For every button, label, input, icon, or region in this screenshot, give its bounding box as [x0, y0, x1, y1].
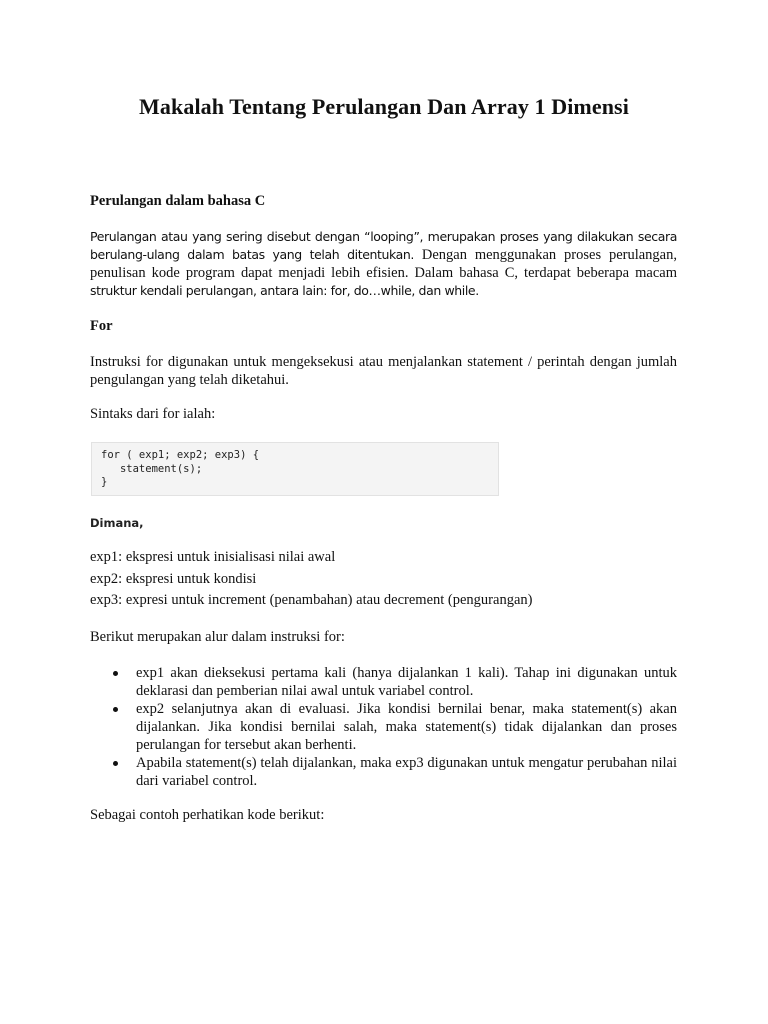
- syntax-label: Sintaks dari for ialah:: [90, 406, 216, 422]
- dimana-label: Dimana,: [90, 516, 144, 530]
- example-label: Sebagai contoh perhatikan kode berikut:: [90, 807, 325, 823]
- bullet-text: Apabila statement(s) telah dijalankan, maka exp3 digunakan untuk mengatur perubahan nilai dari variabel control.: [136, 755, 677, 789]
- intro-paragraph-part3: struktur kendali perulangan, antara lain: for, do…while, dan while.: [90, 283, 479, 298]
- bullet-icon: [113, 671, 118, 676]
- list-item: [90, 754, 677, 790]
- intro-paragraph: [90, 228, 677, 300]
- intro-paragraph-part2: Dengan menggunakan proses perulangan, penulisan kode program dapat menjadi lebih efisien. Dalam bahasa C, terdapat beberapa macam: [90, 247, 677, 281]
- document-title: Makalah Tentang Perulangan Dan Array 1 Dimensi: [139, 94, 629, 119]
- for-heading: For: [90, 318, 113, 334]
- bullet-text: exp2 selanjutnya akan di evaluasi. Jika kondisi bernilai benar, maka statement(s) akan dijalankan. Jika kondisi bernilai salah, maka statement(s) tidak dijalankan dan proses perulangan for tersebut akan berhenti.: [136, 701, 677, 753]
- bullet-text: exp1 akan dieksekusi pertama kali (hanya dijalankan 1 kali). Tahap ini digunakan untuk deklarasi dan pemberian nilai awal untuk variabel control.: [136, 665, 677, 699]
- for-description: Instruksi for digunakan untuk mengeksekusi atau menjalankan statement / perintah dengan jumlah pengulangan yang telah diketahui.: [90, 354, 677, 388]
- bullet-icon: [113, 707, 118, 712]
- exp-line-3: exp3: expresi untuk increment (penambahan) atau decrement (pengurangan): [90, 592, 533, 608]
- intro-paragraph-part1: Perulangan atau yang sering disebut dengan “looping”, merupakan proses yang dilakukan secara berulang-ulang dalam batas yang telah ditentukan.: [90, 229, 677, 262]
- code-block: for ( exp1; exp2; exp3) { statement(s); }: [91, 442, 499, 496]
- exp-line-1: exp1: ekspresi untuk inisialisasi nilai awal: [90, 549, 336, 565]
- flow-bullet-list: [90, 664, 677, 790]
- section-heading: Perulangan dalam bahasa C: [90, 193, 266, 209]
- list-item: [90, 664, 677, 700]
- flow-label: Berikut merupakan alur dalam instruksi for:: [90, 629, 345, 645]
- list-item: [90, 700, 677, 754]
- bullet-icon: [113, 761, 118, 766]
- exp-line-2: exp2: ekspresi untuk kondisi: [90, 571, 257, 587]
